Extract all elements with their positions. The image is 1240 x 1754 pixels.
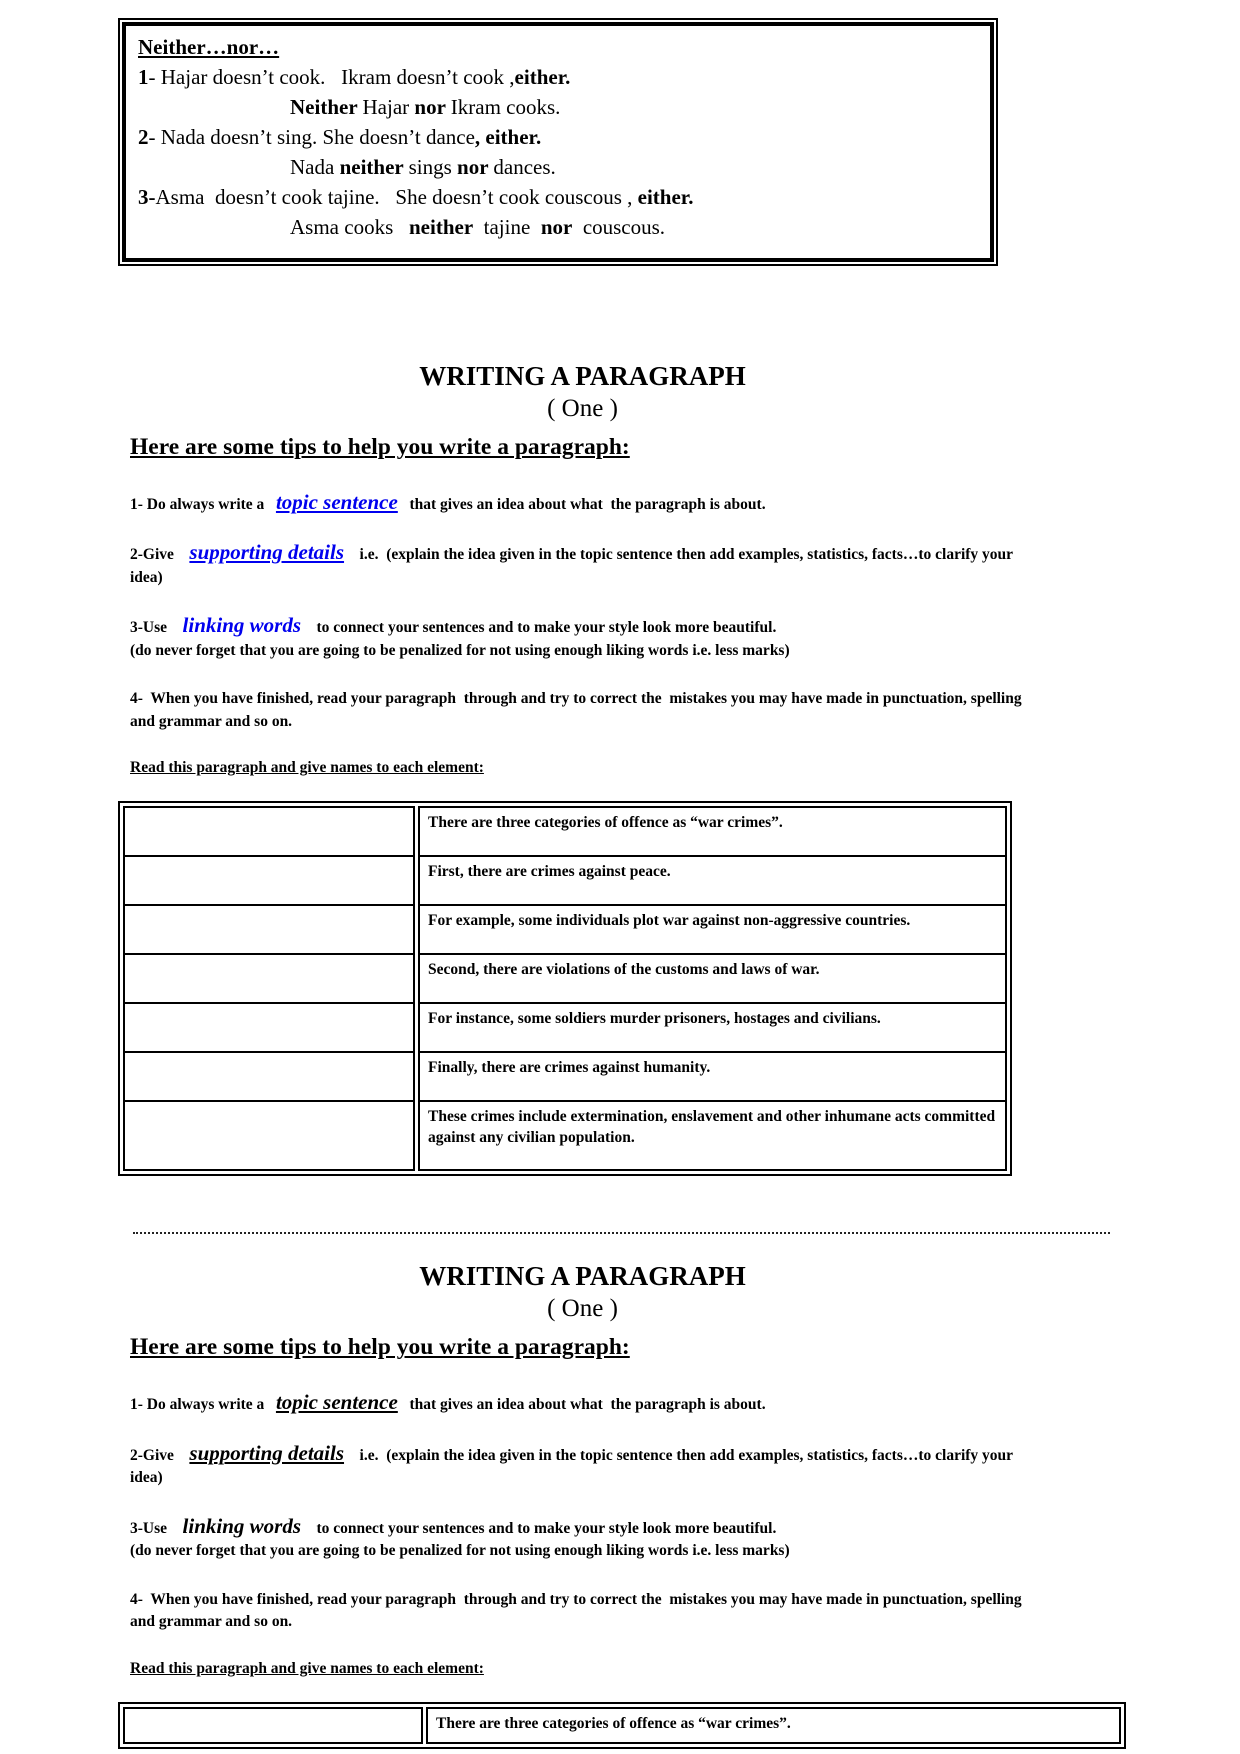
tip-3-line-1: 3-Use linking words to connect your sentences and to make your style look more beautiful. [130, 1513, 777, 1538]
example-2-answer: Nada neither sings nor dances. [290, 155, 556, 179]
sentence-cell: For instance, some soldiers murder prisoners, hostages and civilians. [417, 1003, 1007, 1052]
sentence-cell: These crimes include extermination, enslavement and other inhumane acts committed against any civilian population. [417, 1101, 1007, 1170]
table-row [124, 905, 1006, 954]
table-row [124, 1101, 1006, 1170]
section-1-title: WRITING A PARAGRAPH [419, 361, 746, 391]
element-name-cell [124, 1052, 417, 1101]
table-row [124, 954, 1006, 1003]
table-row [124, 1708, 1120, 1743]
tip-3-line-2: (do never forget that you are going to be penalized for not using enough liking words i.e. less marks) [130, 1542, 790, 1560]
section-1-subtitle: ( One ) [547, 395, 618, 422]
sentence-cell: Finally, there are crimes against humanity. [417, 1052, 1007, 1101]
sentence-cell: There are three categories of offence as “war crimes”. [425, 1708, 1121, 1743]
example-3-answer: Asma cooks neither tajine nor couscous. [290, 215, 666, 239]
tip-2 [130, 1440, 1035, 1490]
section-2-subtitle: ( One ) [547, 1295, 618, 1323]
tip-4-line: 4- When you have finished, read your paragraph through and try to correct the mistakes you may have made in punctuation, spelling and grammar and so on. [130, 690, 1026, 730]
tip-1-line: 1- Do always write a topic sentence that gives an idea about what the paragraph is about. [130, 1390, 766, 1415]
paragraph-elements-table [118, 801, 1012, 1176]
example-1: 1- Hajar doesn’t cook. Ikram doesn’t cook ,either. [138, 65, 571, 89]
section-2-heading: Here are some tips to help you write a paragraph: [130, 1334, 630, 1361]
element-name-cell [124, 1101, 417, 1170]
element-name-cell [124, 1708, 425, 1743]
tip-4-line: 4- When you have finished, read your paragraph through and try to correct the mistakes you may have made in punctuation, spelling and grammar and so on. [130, 1590, 1026, 1631]
sentence-cell: Second, there are violations of the customs and laws of war. [417, 954, 1007, 1003]
table-row [124, 1052, 1006, 1101]
tip-2 [130, 542, 1035, 589]
tip-4 [130, 688, 1035, 733]
sentence-cell: First, there are crimes against peace. [417, 856, 1007, 905]
read-paragraph-instruction: Read this paragraph and give names to each element: [130, 759, 484, 777]
section-1-heading: Here are some tips to help you write a paragraph: [130, 434, 630, 460]
section-2 [130, 1260, 1035, 1677]
dotted-divider [133, 1232, 1110, 1234]
element-name-cell [124, 954, 417, 1003]
tip-1 [130, 492, 1035, 516]
tip-3 [130, 1513, 1035, 1563]
section-1 [130, 360, 1035, 777]
example-3: 3-Asma doesn’t cook tajine. She doesn’t cook couscous , either. [138, 185, 694, 209]
table-row [124, 807, 1006, 856]
sentence-cell: There are three categories of offence as “war crimes”. [417, 807, 1007, 856]
tip-2-line: 2-Give supporting details i.e. (explain the idea given in the topic sentence then add examples, statistics, facts…to clarify your idea) [130, 1440, 1017, 1487]
tip-3 [130, 615, 1035, 662]
tip-1 [130, 1392, 1035, 1416]
tip-1-line: 1- Do always write a topic sentence that gives an idea about what the paragraph is about. [130, 490, 766, 514]
tip-2-line: 2-Give supporting details i.e. (explain the idea given in the topic sentence then add examples, statistics, facts…to clarify your idea) [130, 540, 1017, 586]
neither-nor-title: Neither…nor… [138, 35, 280, 59]
neither-nor-box-inner [122, 22, 994, 262]
element-name-cell [124, 856, 417, 905]
tip-3-line-1: 3-Use linking words to connect your sentences and to make your style look more beautiful. [130, 613, 777, 638]
section-2-title: WRITING A PARAGRAPH [419, 1261, 746, 1292]
sentence-cell: For example, some individuals plot war against non-aggressive countries. [417, 905, 1007, 954]
element-name-cell [124, 905, 417, 954]
read-paragraph-instruction: Read this paragraph and give names to each element: [130, 1659, 484, 1677]
tip-3-line-2: (do never forget that you are going to be penalized for not using enough liking words i.e. less marks) [130, 641, 790, 659]
element-name-cell [124, 807, 417, 856]
neither-nor-box [118, 18, 998, 266]
element-name-cell [124, 1003, 417, 1052]
tip-4 [130, 1589, 1035, 1634]
table-row [124, 1003, 1006, 1052]
table-row [124, 856, 1006, 905]
example-2: 2- Nada doesn’t sing. She doesn’t dance, either. [138, 125, 542, 149]
example-1-answer: Neither Hajar nor Ikram cooks. [290, 95, 561, 119]
paragraph-elements-table-partial [118, 1702, 1126, 1749]
